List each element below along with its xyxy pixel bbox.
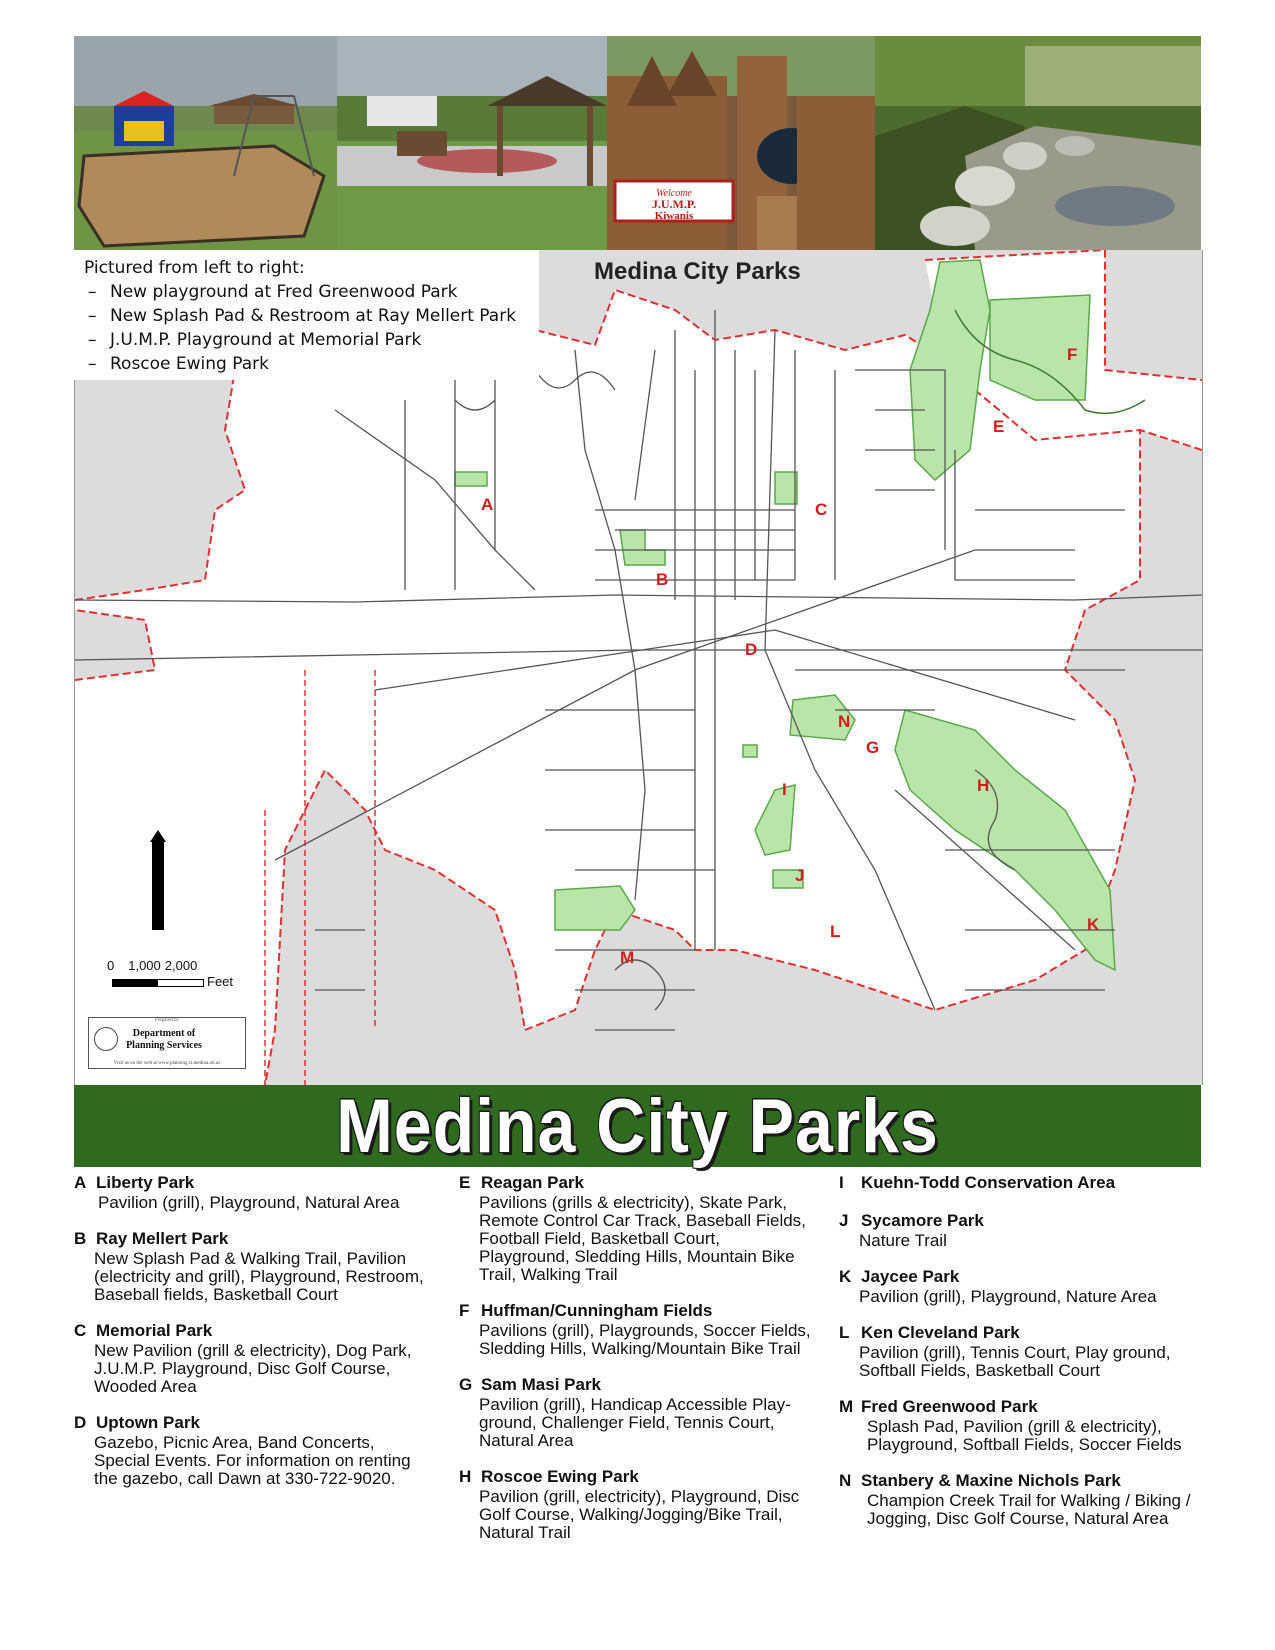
photo-caption (74, 250, 539, 380)
park-entry (459, 1466, 814, 1542)
north-arrow-icon (148, 830, 168, 934)
park-label-m: M (620, 948, 635, 967)
banner-title: Medina City Parks (336, 1083, 939, 1169)
park-entry (839, 1172, 1201, 1194)
park-column-2 (459, 1172, 814, 1558)
park-letter: F (459, 1301, 470, 1320)
park-label-l: L (830, 922, 841, 941)
park-desc: Pavilion (grill, electricity), Playground, Disc Golf Course, Walking/Jogging/Bike Trail, Natural Trail (479, 1487, 800, 1542)
park-label-f: F (1067, 345, 1078, 364)
park-entry (74, 1412, 434, 1488)
park-name: Jaycee Park (861, 1267, 960, 1286)
park-desc: Pavilion (grill), Playground, Natural Area (98, 1193, 400, 1212)
park-letter: E (459, 1173, 471, 1192)
park-letter: A (74, 1173, 87, 1192)
park-entry (74, 1172, 434, 1212)
park-label-h: H (977, 776, 990, 795)
park-entry (459, 1300, 814, 1358)
park-label-e: E (993, 417, 1005, 436)
caption-text: Roscoe Ewing Park (110, 354, 269, 374)
playground-photo (74, 36, 337, 250)
dept-footer: Visit us on the web at www.planning.ci.medina.oh.us (113, 1061, 221, 1066)
scale-unit: Feet (207, 974, 234, 989)
caption-item (84, 328, 539, 352)
jump-playground-photo (607, 36, 875, 250)
park-desc: New Pavilion (grill & electricity), Dog Park, J.U.M.P. Playground, Disc Golf Course, Wooded Area (94, 1341, 412, 1396)
park-name: Huffman/Cunningham Fields (481, 1301, 713, 1320)
dept-name: Department of Planning Services (126, 1028, 202, 1051)
caption-heading: Pictured from left to right: (84, 258, 305, 278)
park-letter: I (839, 1173, 844, 1192)
svg-text:Welcome: Welcome (656, 188, 692, 199)
dash-icon: – (88, 282, 97, 302)
park-letter: D (74, 1413, 87, 1432)
park-desc: New Splash Pad & Walking Trail, Pavilion (electricity and grill), Playground, Restroom, Baseball fields, Basketball Court (94, 1249, 424, 1304)
caption-item (84, 352, 539, 376)
park-entry (839, 1470, 1201, 1528)
caption-text: New Splash Pad & Restroom at Ray Mellert Park (110, 306, 517, 326)
caption-text: New playground at Fred Greenwood Park (110, 282, 458, 302)
city-seal-icon (94, 1027, 118, 1051)
dash-icon: – (88, 354, 97, 374)
park-label-n: N (838, 712, 851, 731)
park-letter: J (839, 1211, 849, 1230)
caption-item (84, 280, 539, 304)
park-entry (839, 1266, 1201, 1306)
dept-prefix: Prepared by (154, 1018, 180, 1023)
photo-strip (74, 36, 1201, 250)
park-name: Liberty Park (96, 1173, 195, 1192)
park-label-c: C (815, 500, 828, 519)
park-name: Fred Greenwood Park (861, 1397, 1038, 1416)
park-label-b: B (656, 570, 669, 589)
park-label-a: A (481, 495, 494, 514)
park-name: Ray Mellert Park (96, 1229, 229, 1248)
park-letter: H (459, 1467, 472, 1486)
department-logo (88, 1017, 246, 1069)
park-name: Stanbery & Maxine Nichols Park (861, 1471, 1121, 1490)
park-desc: Pavilions (grill), Playgrounds, Soccer Fields, Sledding Hills, Walking/Mountain Bike Trail (479, 1321, 811, 1358)
park-letter: C (74, 1321, 87, 1340)
dash-icon: – (88, 330, 97, 350)
park-desc: Gazebo, Picnic Area, Band Concerts, Special Events. For information on renting the gazebo, call Dawn at 330-722-9020. (94, 1433, 411, 1488)
park-entry (839, 1322, 1201, 1380)
park-label-g: G (866, 738, 880, 757)
park-letter: K (839, 1267, 852, 1286)
park-entry (839, 1396, 1201, 1454)
park-desc: Champion Creek Trail for Walking / Biking / Jogging, Disc Golf Course, Natural Area (867, 1491, 1191, 1528)
park-desc: Splash Pad, Pavilion (grill & electricity), Playground, Softball Fields, Soccer Fields (867, 1417, 1182, 1454)
park-list (74, 1172, 1201, 1642)
park-column-1 (74, 1172, 434, 1504)
park-label-i: I (782, 780, 787, 799)
park-letter: B (74, 1229, 87, 1248)
park-entry (839, 1210, 1201, 1250)
map-title: Medina City Parks (594, 258, 801, 285)
svg-text:J.U.M.P.: J.U.M.P. (651, 197, 697, 211)
splash-pad-photo (337, 36, 607, 250)
park-name: Ken Cleveland Park (861, 1323, 1020, 1342)
park-name: Reagan Park (481, 1173, 584, 1192)
park-letter: N (839, 1471, 852, 1490)
park-entry (459, 1172, 814, 1284)
park-name: Memorial Park (96, 1321, 213, 1340)
park-letter: M (839, 1397, 854, 1416)
scale-graphic (112, 979, 204, 987)
park-entry (74, 1320, 434, 1396)
creek-photo (875, 36, 1201, 250)
park-desc: Pavilion (grill), Tennis Court, Play ground, Softball Fields, Basketball Court (859, 1343, 1171, 1380)
park-name: Sam Masi Park (481, 1375, 602, 1394)
park-label-k: K (1087, 915, 1100, 934)
scale-mid: 1,000 (128, 958, 161, 973)
park-label-d: D (745, 640, 758, 659)
park-letter: L (839, 1323, 850, 1342)
caption-item (84, 304, 539, 328)
park-column-3 (839, 1172, 1201, 1544)
park-name: Kuehn-Todd Conservation Area (861, 1173, 1116, 1192)
park-letter: G (459, 1375, 473, 1394)
park-desc: Pavilion (grill), Handicap Accessible Play-ground, Challenger Field, Tennis Court, Natural Area (479, 1395, 791, 1450)
park-name: Uptown Park (96, 1413, 200, 1432)
scale-end: 2,000 (164, 958, 198, 973)
park-desc: Pavilion (grill), Playground, Nature Area (859, 1287, 1157, 1306)
park-entry (74, 1228, 434, 1304)
svg-text:Kiwanis: Kiwanis (654, 210, 694, 222)
scale-bar (107, 958, 234, 989)
park-entry (459, 1374, 814, 1450)
park-label-j: J (795, 866, 805, 885)
dash-icon: – (88, 306, 97, 326)
park-desc: Pavilions (grills & electricity), Skate Park, Remote Control Car Track, Baseball Fields, Football Field, Basketball Court, Playground, Sledding Hills, Mountain Bike Trail, Walking Trail (479, 1193, 806, 1284)
park-name: Sycamore Park (861, 1211, 984, 1230)
caption-text: J.U.M.P. Playground at Memorial Park (110, 330, 422, 350)
title-banner (74, 1085, 1201, 1167)
park-desc: Nature Trail (859, 1231, 947, 1250)
park-name: Roscoe Ewing Park (481, 1467, 639, 1486)
scale-zero: 0 (107, 958, 115, 973)
